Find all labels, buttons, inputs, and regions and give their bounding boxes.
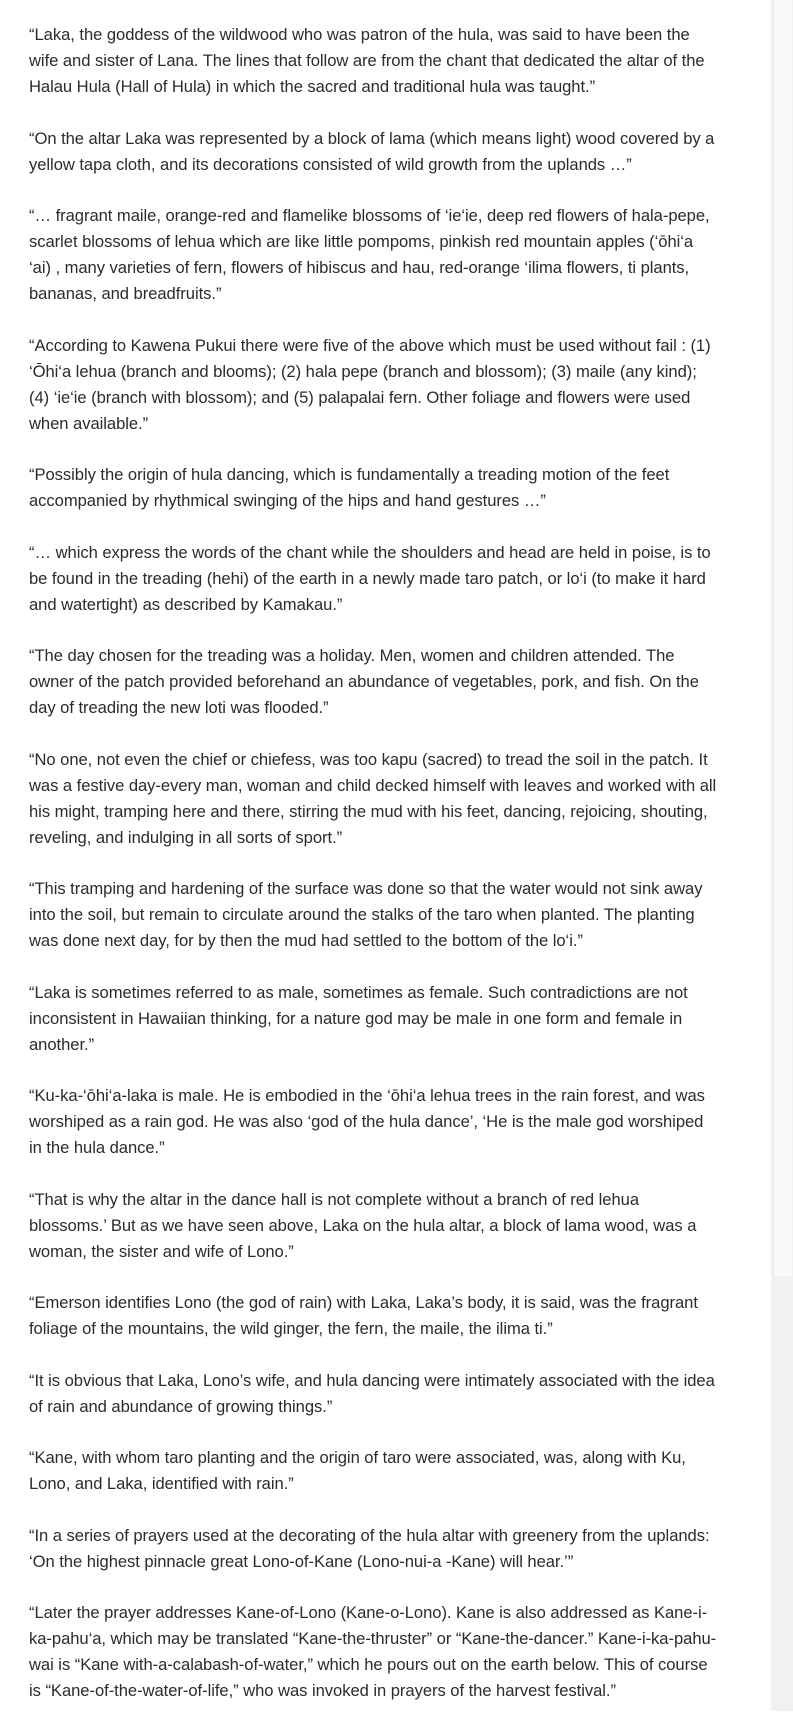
paragraph-altar-lama-block: “On the altar Laka was represented by a block of lama (which means light) wood covered by a yellow tapa cloth, and its decorations consisted of wild growth from the uplands …” [29, 128, 715, 174]
paragraph-rain-abundance: “It is obvious that Laka, Lono’s wife, and hula dancing were intimately associated with the idea of rain and abundance of growing things.” [29, 1370, 715, 1416]
paragraph-treading-holiday: “The day chosen for the treading was a holiday. Men, women and children attended. The owner of the patch provided beforehand an abundance of vegetables, pork, and fish. On the day of treading the new loti was flooded.” [29, 646, 699, 717]
scrollbar-thumb[interactable] [773, 0, 792, 1276]
paragraph-kawena-pukui: “According to Kawena Pukui there were five of the above which must be used without fail : (1) ‘Ōhi‘a lehua (branch and blooms); (2) hala pepe (branch and blossom); (3) maile (any kind); (4) ‘ie‘ie (branch with blossom); and (5) palapalai fern. Other foliage and flowers were used when available.” [29, 335, 711, 433]
paragraph-festive-day: “No one, not even the chief or chiefess, was too kapu (sacred) to tread the soil in the patch. It was a festive day-every man, woman and child decked himself with leaves and worked with all his might, tramping here and there, stirring the mud with his feet, dancing, rejoicing, shouting, reveling, and indulging in all sorts of sport.” [29, 749, 717, 847]
paragraph-altar-lehua: “That is why the altar in the dance hall is not complete without a branch of red lehua blossoms.’ But as we have seen above, Laka on the hula altar, a block of lama wood, was a woman, the sister and wife of Lono.” [29, 1189, 697, 1261]
paragraph-hula-origin: “Possibly the origin of hula dancing, which is fundamentally a treading motion of the feet accompanied by rhythmical swinging of the hips and hand gestures …” [29, 465, 670, 510]
paragraph-kane-of-lono: “Later the prayer addresses Kane-of-Lono (Kane-o-Lono). Kane is also addressed as Kane-i-ka-pahu‘a, which may be translated “Kane-the-thruster” or “Kane-the-dancer.” Kane-i-ka-pahu-wai is “Kane with-a-calabash-of-water,” which he pours out on the earth below. This of course is “Kane-of-the-water-of-life,” who was invoked in prayers of the harvest festival.” [29, 1603, 717, 1700]
paragraph-ku-ka-ohia-laka: “Ku-ka-‘ōhi‘a-laka is male. He is embodied in the ‘ōhi‘a lehua trees in the rain forest, and was worshiped as a rain god. He was also ‘god of the hula dance’, ‘He is the male god worshiped in the hula dance.” [29, 1086, 705, 1157]
paragraph-fragrant-maile: “… fragrant maile, orange-red and flamelike blossoms of ‘ie‘ie, deep red flowers of hala-pepe, scarlet blossoms of lehua which are like little pompoms, pinkish red mountain apples (‘ōhi‘a ‘ai) , many varieties of fern, flowers of hibiscus and hau, red-orange ‘ilima flowers, ti plants, bananas, and breadfruits.” [29, 206, 710, 303]
paragraph-laka-male-female: “Laka is sometimes referred to as male, sometimes as female. Such contradictions are not inconsistent in Hawaiian thinking, for a nature god may be male in one form and female in another.” [29, 982, 688, 1054]
paragraph-hula-prayers: “In a series of prayers used at the decorating of the hula altar with greenery from the uplands: ‘On the highest pinnacle great Lono-of-Kane (Lono-nui-a -Kane) will hear.’” [29, 1525, 710, 1571]
paragraph-laka-goddess: “Laka, the goddess of the wildwood who was patron of the hula, was said to have been the wife and sister of Lana. The lines that follow are from the chant that dedicated the altar of the Halau Hula (Hall of Hula) in which the sacred and traditional hula was taught.” [29, 25, 705, 96]
paragraph-kane-taro: “Kane, with whom taro planting and the origin of taro were associated, was, along with Ku, Lono, and Laka, identified with rain.” [29, 1448, 686, 1493]
vertical-scrollbar[interactable] [771, 0, 793, 1711]
paragraph-treading-taro: “… which express the words of the chant while the shoulders and head are held in poise, is to be found in the treading (hehi) of the earth in a newly made taro patch, or lo‘i (to make it hard and watertight) as described by Kamakau.” [29, 542, 711, 614]
paragraph-emerson-lono: “Emerson identifies Lono (the god of rain) with Laka, Laka’s body, it is said, was the fragrant foliage of the mountains, the wild ginger, the fern, the maile, the ilima ti.” [29, 1293, 698, 1338]
paragraph-tramping-surface: “This tramping and hardening of the surface was done so that the water would not sink away into the soil, but remain to circulate around the stalks of the taro when planted. The planting was done next day, for by then the mud had settled to the bottom of the lo‘i.” [29, 879, 703, 950]
article-body [29, 22, 719, 1730]
